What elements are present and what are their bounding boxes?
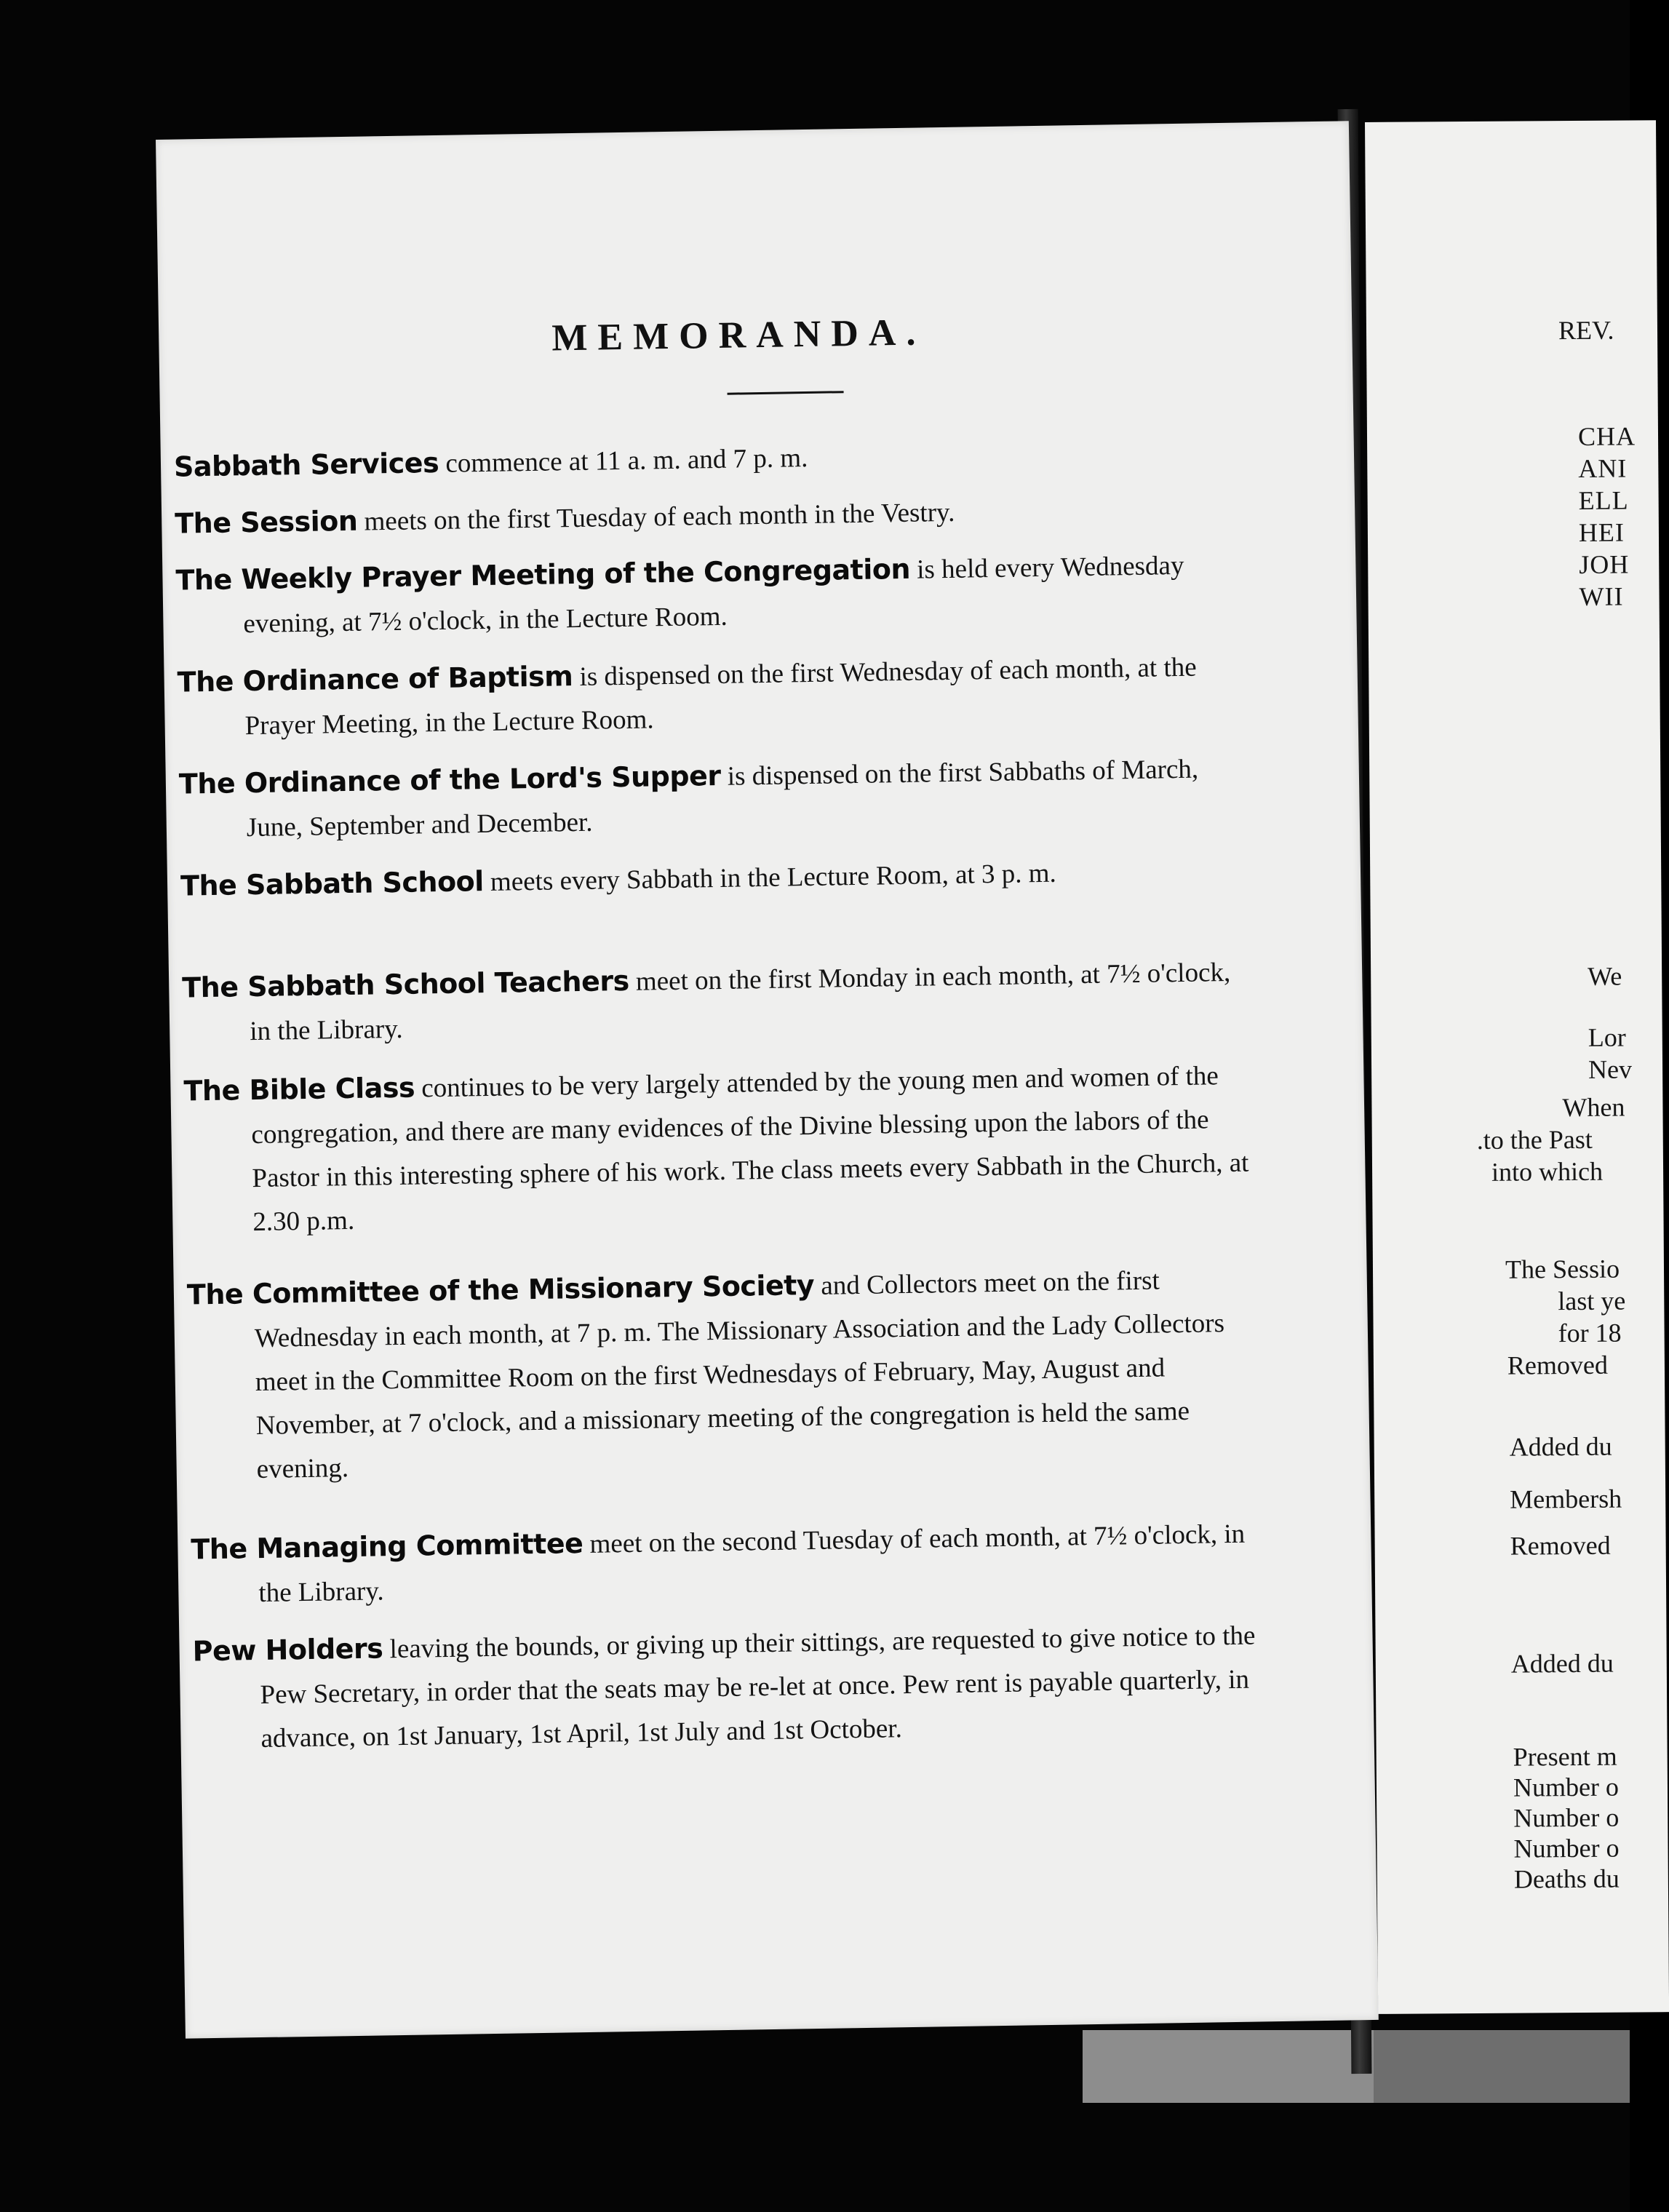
entry-heading: The Bible Class — [183, 1071, 415, 1107]
entry-heading: The Managing Committee — [191, 1527, 583, 1566]
right-page-line: Lor — [1588, 1022, 1626, 1052]
right-page-line: last ye — [1558, 1286, 1626, 1316]
memo-entry — [170, 1052, 1257, 1245]
scan-backing-strip-dark — [1374, 2030, 1630, 2103]
right-page-line: REV. — [1558, 315, 1614, 346]
memo-entry — [167, 847, 1252, 909]
entry-heading: The Sabbath School — [180, 865, 485, 902]
memo-entry — [173, 1256, 1261, 1492]
right-page-line: Added du — [1509, 1431, 1612, 1462]
right-page-line: Membersh — [1510, 1484, 1622, 1514]
entry-text: commence at 11 a. m. and 7 p. m. — [438, 442, 808, 479]
entry-heading: The Ordinance of Baptism — [177, 660, 573, 699]
right-page-line: .to the Past — [1476, 1124, 1593, 1155]
right-page-line: for 18 — [1558, 1318, 1622, 1348]
right-page-line: ANI — [1578, 453, 1628, 483]
entry-heading: The Session — [174, 504, 358, 540]
right-page-line: Number o — [1513, 1772, 1620, 1802]
entry-text: meet on the first Monday in each month, at 7½ o'clock, in the Library. — [249, 957, 1231, 1047]
entry-text: meets on the first Tuesday of each month in the Vestry. — [357, 497, 955, 537]
right-page-line: Added du — [1510, 1648, 1614, 1679]
right-page-line: Present m — [1513, 1741, 1617, 1772]
right-page-line: ELL — [1578, 485, 1629, 515]
right-page-line: JOH — [1579, 549, 1630, 579]
memo-entry — [178, 1511, 1263, 1616]
right-page-line: Number o — [1513, 1802, 1620, 1833]
entry-heading: Sabbath Services — [173, 446, 439, 483]
right-page-line: into which — [1491, 1156, 1604, 1187]
entry-text: is held every Wednesday evening, at 7½ o'clock, in the Lecture Room. — [243, 550, 1184, 640]
right-page-line: Nev — [1588, 1054, 1633, 1084]
page-title: MEMORANDA. — [551, 311, 926, 359]
memo-entry — [161, 429, 1246, 490]
memo-entry — [162, 542, 1248, 648]
title-rule — [728, 391, 844, 395]
entry-heading: The Ordinance of the Lord's Supper — [178, 759, 721, 800]
entry-text: continues to be very largely attended by the young men and women of the congregation, and there are many evidences of the Divine blessing upon the labors of the Pastor in this interesting sphere of his work. The class meets every Sabbath in the Church, at 2.30 p.m. — [251, 1061, 1249, 1238]
right-page-line: Removed — [1510, 1530, 1611, 1561]
entry-heading: The Sabbath School Teachers — [181, 964, 629, 1004]
entry-heading: The Committee of the Missionary Society — [186, 1268, 815, 1311]
memo-entry — [165, 745, 1251, 851]
right-page-line: Number o — [1513, 1833, 1620, 1863]
entry-text: and Collectors meet on the first Wednesday in each month, at 7 p. m. The Missionary Association and the Lady Collectors meet in the Committee Room on the first Wednesdays of February, May, August and November, at 7 o'clock, and a missionary meeting of the congregation is held the same evening. — [254, 1265, 1225, 1485]
memo-entry — [169, 949, 1254, 1054]
right-page-line: When — [1562, 1092, 1625, 1123]
right-page-line: The Sessio — [1505, 1254, 1620, 1284]
memo-entry — [164, 644, 1249, 749]
right-page-line: WII — [1579, 581, 1624, 611]
memo-entry — [162, 485, 1246, 547]
right-page-line: CHA — [1577, 421, 1636, 451]
entry-text: meet on the second Tuesday of each month, at 7½ o'clock, in the Library. — [258, 1519, 1246, 1609]
entry-text: is dispensed on the first Wednesday of each month, at the Prayer Meeting, in the Lecture Room. — [244, 652, 1197, 741]
entry-text: leaving the bounds, or giving up their sittings, are requested to give notice to the Pew Secretary, in order that the seats may be re-let at once. Pew rent is payable quarterly, in advance, on 1st January, 1st April, 1st July and 1st October. — [260, 1620, 1256, 1754]
right-page-line: Deaths du — [1513, 1863, 1620, 1894]
entry-heading: The Weekly Prayer Meeting of the Congregation — [175, 552, 911, 597]
right-page-line: Removed — [1507, 1350, 1609, 1380]
entry-text: meets every Sabbath in the Lecture Room, at 3 p. m. — [483, 858, 1057, 898]
entry-heading: Pew Holders — [192, 1632, 383, 1668]
left-page — [156, 121, 1379, 2038]
entry-text: is dispensed on the first Sabbaths of March, June, September and December. — [246, 754, 1199, 843]
right-page — [1365, 120, 1669, 2014]
right-page-line: We — [1588, 961, 1622, 991]
memo-entry — [179, 1612, 1265, 1762]
right-page-line: HEI — [1578, 517, 1625, 547]
